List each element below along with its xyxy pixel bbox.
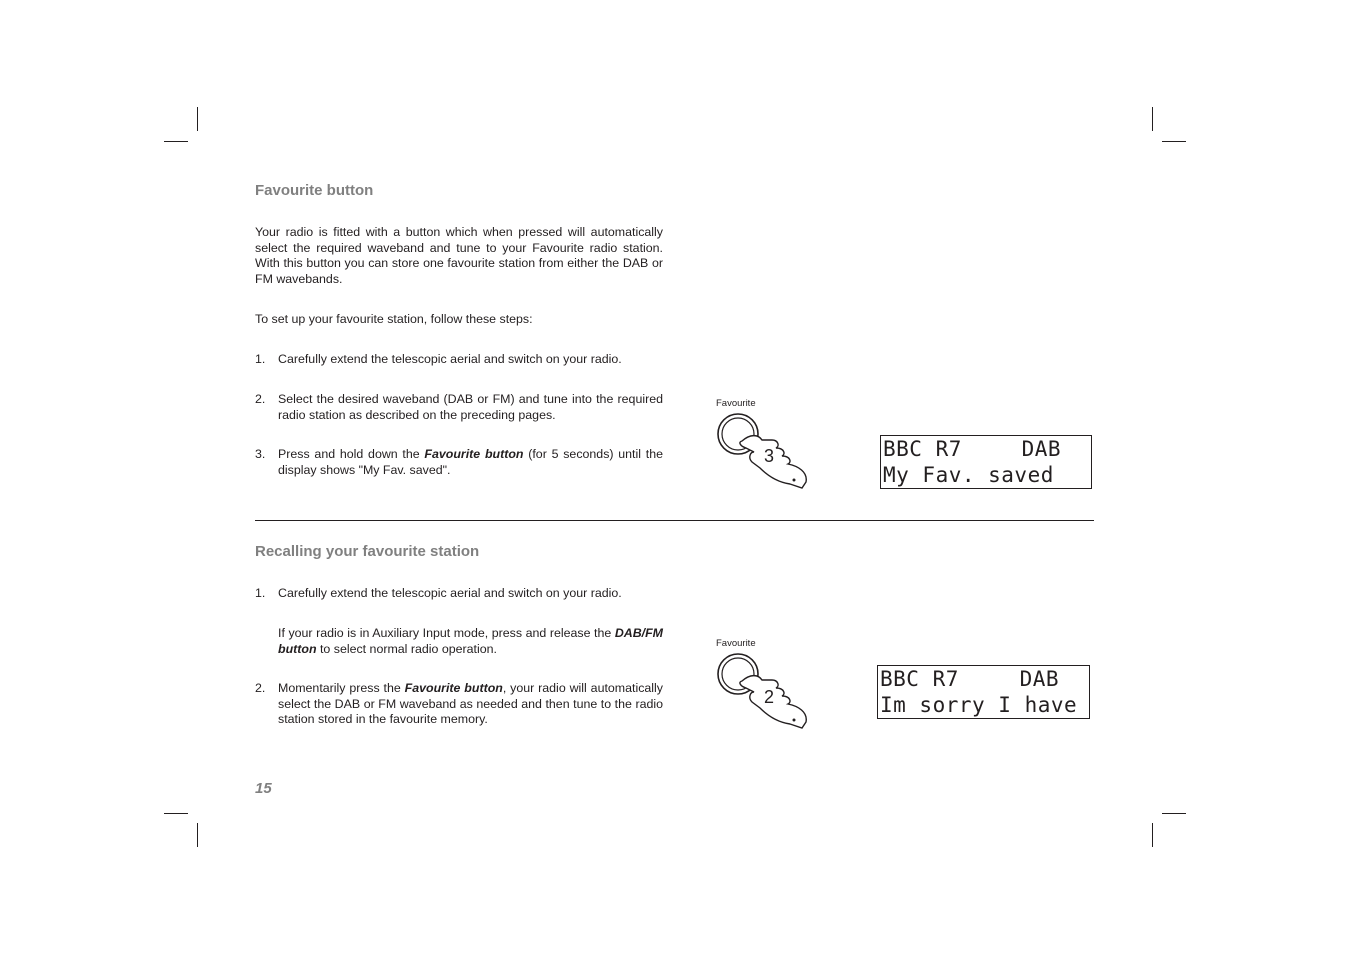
- section-heading-favourite-button: Favourite button: [255, 182, 374, 199]
- step-text-part: Momentarily press the: [278, 681, 405, 695]
- step-text: Carefully extend the telescopic aerial and switch on your radio.: [278, 586, 622, 600]
- crop-mark: [164, 141, 188, 142]
- list-item: [255, 586, 663, 602]
- display-station: BBC R7: [883, 437, 962, 461]
- display-band: DAB: [1019, 667, 1059, 691]
- intro-paragraph: Your radio is fitted with a button which when pressed will automatically select the required waveband and tune to your Favourite radio station. With this button you can store one favourite station from either the DAB or FM wavebands.: [255, 225, 663, 286]
- step-number: 3.: [255, 447, 266, 461]
- section-divider: [255, 520, 1094, 521]
- step-text-part: (for 5 seconds) until the display shows "My Fav. saved".: [278, 447, 663, 477]
- crop-mark: [1152, 107, 1153, 131]
- favourite-button-term: Favourite button: [404, 681, 503, 695]
- page-number: 15: [255, 780, 272, 797]
- step-number: 1.: [255, 586, 266, 600]
- step-text-part: , your radio will automatically select the DAB or FM waveband as needed and then tune to the radio station stored in the favourite memory.: [278, 681, 663, 727]
- display-station: BBC R7: [880, 667, 959, 691]
- crop-mark: [164, 813, 188, 814]
- step-number: 2.: [255, 681, 266, 695]
- favourite-button-label: Favourite: [716, 398, 756, 409]
- steps-lead: To set up your favourite station, follow these steps:: [255, 312, 533, 326]
- display-message: My Fav. saved: [883, 463, 1054, 487]
- favourite-button-term: Favourite button: [424, 447, 524, 461]
- step-text: [278, 447, 663, 478]
- crop-mark: [197, 823, 198, 847]
- lcd-display: [880, 435, 1092, 489]
- crop-mark: [1162, 141, 1186, 142]
- step-text: Carefully extend the telescopic aerial and switch on your radio.: [278, 352, 622, 366]
- step-number-badge: 3: [764, 446, 775, 466]
- favourite-button-label: Favourite: [716, 638, 756, 649]
- step-text: [278, 681, 663, 728]
- step-number: 2.: [255, 392, 266, 406]
- list-item: [255, 352, 663, 368]
- finger-pressing-button-icon: [712, 650, 812, 750]
- display-band: DAB: [1021, 437, 1061, 461]
- list-item: [255, 626, 663, 657]
- crop-mark: [1162, 813, 1186, 814]
- dab-fm-button-term: DAB/FM button: [278, 626, 663, 656]
- list-item: [255, 447, 663, 478]
- lcd-display: [877, 665, 1090, 719]
- list-item: [255, 392, 663, 423]
- step-number-badge: 2: [764, 687, 775, 707]
- step-text-part: If your radio is in Auxiliary Input mode, press and release the: [278, 626, 615, 640]
- list-item: [255, 681, 663, 728]
- crop-mark: [197, 107, 198, 131]
- finger-pressing-button-icon: [712, 410, 812, 510]
- step-text: Select the desired waveband (DAB or FM) and tune into the required radio station as described on the preceding pages.: [278, 392, 663, 422]
- crop-mark: [1152, 823, 1153, 847]
- step-text-part: to select normal radio operation.: [316, 641, 497, 656]
- section-heading-recalling: Recalling your favourite station: [255, 543, 480, 560]
- display-message: Im sorry I have: [880, 693, 1078, 717]
- step-text: [278, 626, 663, 657]
- step-text-part: Press and hold down the: [278, 447, 425, 461]
- step-number: 1.: [255, 352, 266, 366]
